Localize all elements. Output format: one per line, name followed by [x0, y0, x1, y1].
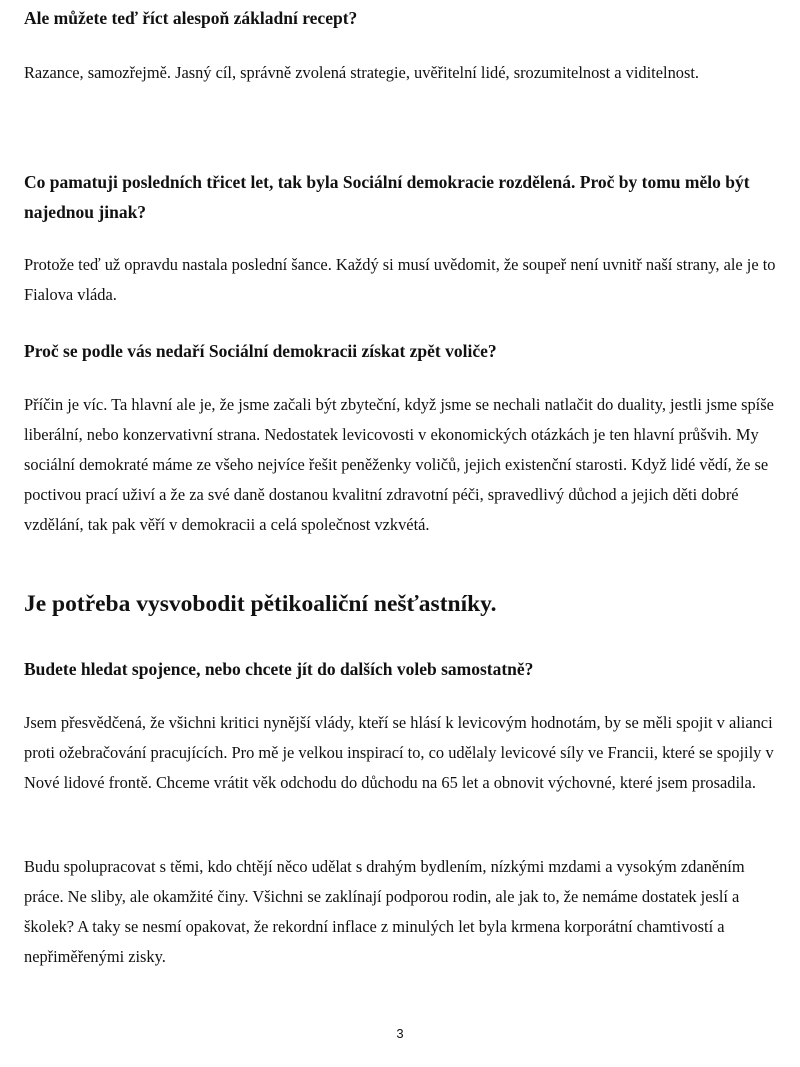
question-voters: Proč se podle vás nedaří Sociální demokracii získat zpět voliče?: [24, 341, 497, 361]
page-number: 3: [396, 1026, 404, 1041]
question-recipe: Ale můžete teď říct alespoň základní recept?: [24, 8, 358, 28]
question-divided-party: Co pamatuji posledních třicet let, tak byla Sociální demokracie rozdělená. Proč by tomu mělo být najednou jinak?: [24, 172, 750, 222]
question-allies: Budete hledat spojence, nebo chcete jít do dalších voleb samostatně?: [24, 659, 534, 679]
answer-recipe: Razance, samozřejmě. Jasný cíl, správně zvolená strategie, uvěřitelní lidé, srozumitelnost a viditelnost.: [24, 63, 699, 82]
answer-allies-2: Budu spolupracovat s těmi, kdo chtějí něco udělat s drahým bydlením, nízkými mzdami a vysokým zdaněním práce. Ne sliby, ale okamžité činy. Všichni se zaklínají podporou rodin, ale jak to, že nemáme dostatek jeslí a školek? A taky se nesmí opakovat, že rekordní inflace z minulých let byla krmena korporátní chamtivostí a nepřiměřenými zisky.: [24, 857, 745, 966]
answer-voters: Příčin je víc. Ta hlavní ale je, že jsme začali být zbyteční, když jsme se nechali natlačit do duality, jestli jsme spíše liberální, nebo konzervativní strana. Nedostatek levicovosti v ekonomických otázkách je ten hlavní průšvih. My sociální demokraté máme ze všeho nejvíce řešit peněženky voličů, jejich existenční starosti. Když lidé vědí, že se poctivou prací uživí a že za své daně dostanou kvalitní zdravotní péči, spravedlivý důchod a jejich děti dobré vzdělání, tak pak věří v demokracii a celá společnost vzkvétá.: [24, 395, 774, 534]
answer-divided-party: Protože teď už opravdu nastala poslední šance. Každý si musí uvědomit, že soupeř není uvnitř naší strany, ale je to Fialova vláda.: [24, 255, 776, 304]
answer-allies-1: Jsem přesvědčená, že všichni kritici nynější vlády, kteří se hlásí k levicovým hodnotám, by se měli spojit v alianci proti ožebračování pracujících. Pro mě je velkou inspirací to, co udělaly levicové síly ve Francii, které se spojily v Nové lidové frontě. Chceme vrátit věk odchodu do důchodu na 65 let a obnovit výchovné, které jsem prosadila.: [24, 713, 774, 792]
section-heading: Je potřeba vysvobodit pětikoaliční nešťastníky.: [24, 591, 497, 617]
